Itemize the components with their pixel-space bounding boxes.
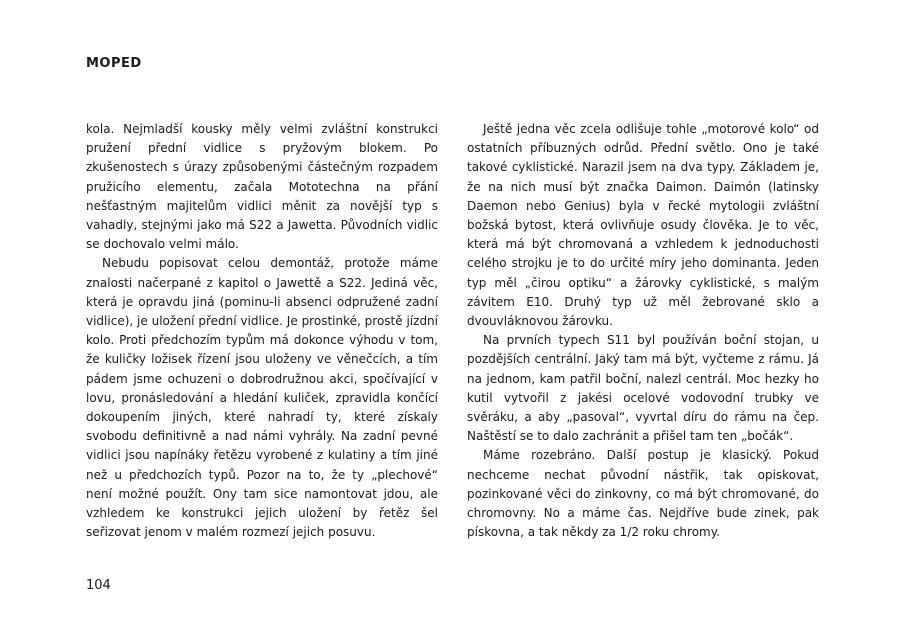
running-header: MOPED	[86, 56, 142, 71]
page-number: 104	[86, 578, 111, 593]
left-column	[86, 120, 438, 542]
paragraph: Ještě jedna věc zcela odlišuje tohle „motorové kolo“ od ostatních příbuzných odrůd. Přední světlo. Ono je také takové cyklistické. Narazil jsem na dva typy. Základem je, že na nich musí být značka Daimon. Daimón (latinsky Daemon nebo Genius) byla v řecké mytologii zvláštní božská bytost, která ovlivňuje osudy člověka. Je to věc, která má být chromovaná a vzhledem k jednoduchosti celého strojku je to do určité míry jeho dominanta. Jeden typ měl „čirou optiku“ a žárovky cyklistické, s malým závitem E10. Druhý typ už měl žebrované sklo a dvouvláknovou žárovku.	[467, 122, 819, 329]
paragraph: Na prvních typech S11 byl používán boční stojan, u pozdějších centrální. Jaký tam má být, vyčteme z rámu. Já na jednom, kam patřil boční, nalezl centrál. Moc hezky ho kutil vytvořil z jakési ocelové vodovodní trubky ve svěráku, a aby „pasoval“, vyvrtal díru do rámu na čep. Naštěstí se to dalo zachránit a přišel tam ten „bočák“.	[467, 333, 819, 444]
right-column	[467, 120, 819, 542]
paragraph: Nebudu popisovat celou demontáž, protože máme znalosti načerpané z kapitol o Jawettě a S22. Jediná věc, která je opravdu jiná (pominu-li absenci odpružené zadní vidlice), je uložení přední vidlice. Je prostinké, prostě jízdní kolo. Proti předchozím typům má dokonce výhodu v tom, že kuličky ložisek řízení jsou uloženy ve věnečcích, a tím pádem jsme ochuzeni o dobrodružnou akci, spočívající v lovu, pronásledování a hledání kuliček, zpravidla končící dokoupením jiných, které nahradí ty, které získaly svobodu definitivně a nad námi vyhrály. Na zadní pevné vidlici jsou napínáky řetězu vyrobené z kulatiny a tím jiné než u předchozích typů. Pozor na to, že ty „plechové“ není možné použít. Ony tam sice namontovat jdou, ale vzhledem ke konstrukci jejich uložení by řetěz šel seřizovat jenom v malém rozmezí jejich posuvu.	[86, 256, 438, 540]
paragraph: kola. Nejmladší kousky měly velmi zvláštní konstrukci pružení přední vidlice s pryžovým blokem. Po zkušenostech s úrazy způsobenými částečným rozpadem pružicího elementu, začala Mototechna na přání nešťastným majitelům vidlici měnit za novější typ s vahadly, stejnými jako má S22 a Jawetta. Původních vidlic se dochovalo velmi málo.	[86, 122, 438, 252]
paragraph: Máme rozebráno. Další postup je klasický. Pokud nechceme nechat původní nástřik, tak opiskovat, pozinkované věci do zinkovny, co má být chromované, do chromovny. No a máme čas. Nejdříve bude zinek, pak pískovna, a tak někdy za 1/2 roku chromy.	[467, 448, 819, 540]
